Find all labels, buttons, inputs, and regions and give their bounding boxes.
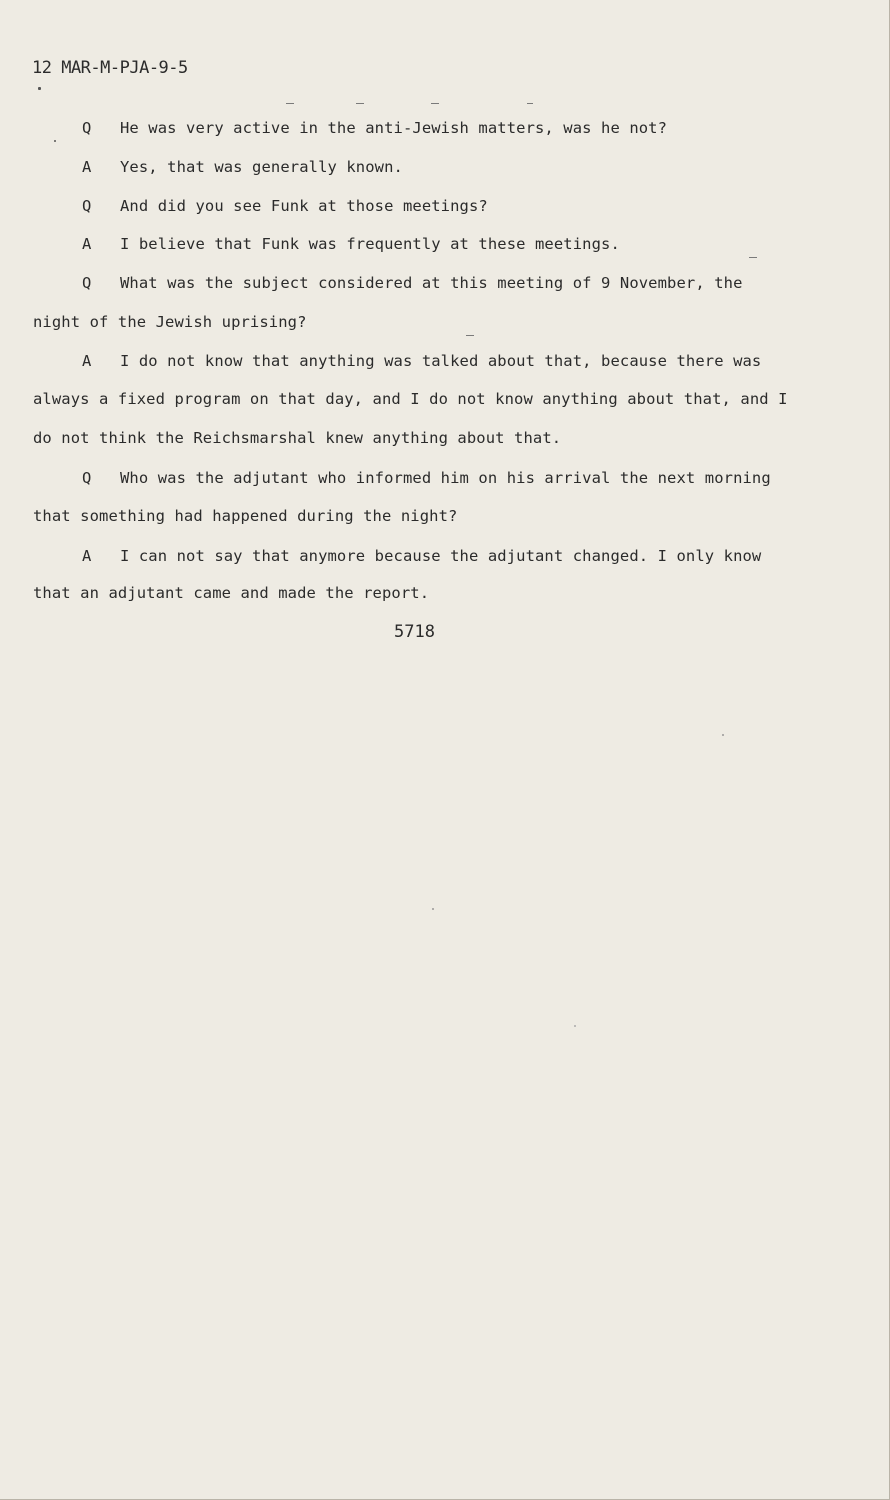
transcript-text: that an adjutant came and made the report.	[33, 584, 430, 602]
speaker-label: A	[82, 547, 92, 565]
transcript-text: I believe that Funk was frequently at these meetings.	[120, 235, 620, 253]
transcript-text: night of the Jewish uprising?	[33, 313, 307, 331]
transcript-text: What was the subject considered at this meeting of 9 November, the	[120, 274, 743, 292]
speaker-label: A	[82, 235, 92, 253]
document-reference: 12 MAR-M-PJA-9-5	[32, 58, 188, 78]
transcript-text: He was very active in the anti-Jewish matters, was he not?	[120, 119, 668, 137]
speaker-label: Q	[82, 274, 92, 292]
transcript-text: that something had happened during the night?	[33, 507, 458, 525]
ink-speck	[722, 734, 724, 736]
transcript-text: Who was the adjutant who informed him on his arrival the next morning	[120, 469, 771, 487]
ink-speck	[54, 140, 56, 142]
stray-mark	[749, 257, 757, 258]
ink-speck	[574, 1025, 576, 1027]
transcript-text: always a fixed program on that day, and I do not know anything about that, and I	[33, 390, 788, 408]
speaker-label: Q	[82, 469, 92, 487]
transcript-text: I can not say that anymore because the adjutant changed. I only know	[120, 547, 762, 565]
speaker-label: A	[82, 352, 92, 370]
transcript-text: do not think the Reichsmarshal knew anything about that.	[33, 429, 562, 447]
transcript-text: Yes, that was generally known.	[120, 158, 403, 176]
stray-mark	[431, 103, 439, 104]
transcript-text: I do not know that anything was talked about that, because there was	[120, 352, 762, 370]
stray-mark	[527, 103, 533, 104]
speaker-label: A	[82, 158, 92, 176]
speaker-label: Q	[82, 197, 92, 215]
speaker-label: Q	[82, 119, 92, 137]
ink-speck	[38, 87, 41, 90]
stray-mark	[356, 103, 364, 104]
transcript-text: And did you see Funk at those meetings?	[120, 197, 488, 215]
page-number: 5718	[394, 622, 435, 642]
stray-mark	[466, 335, 474, 336]
stray-mark	[286, 103, 294, 104]
ink-speck	[432, 908, 434, 910]
